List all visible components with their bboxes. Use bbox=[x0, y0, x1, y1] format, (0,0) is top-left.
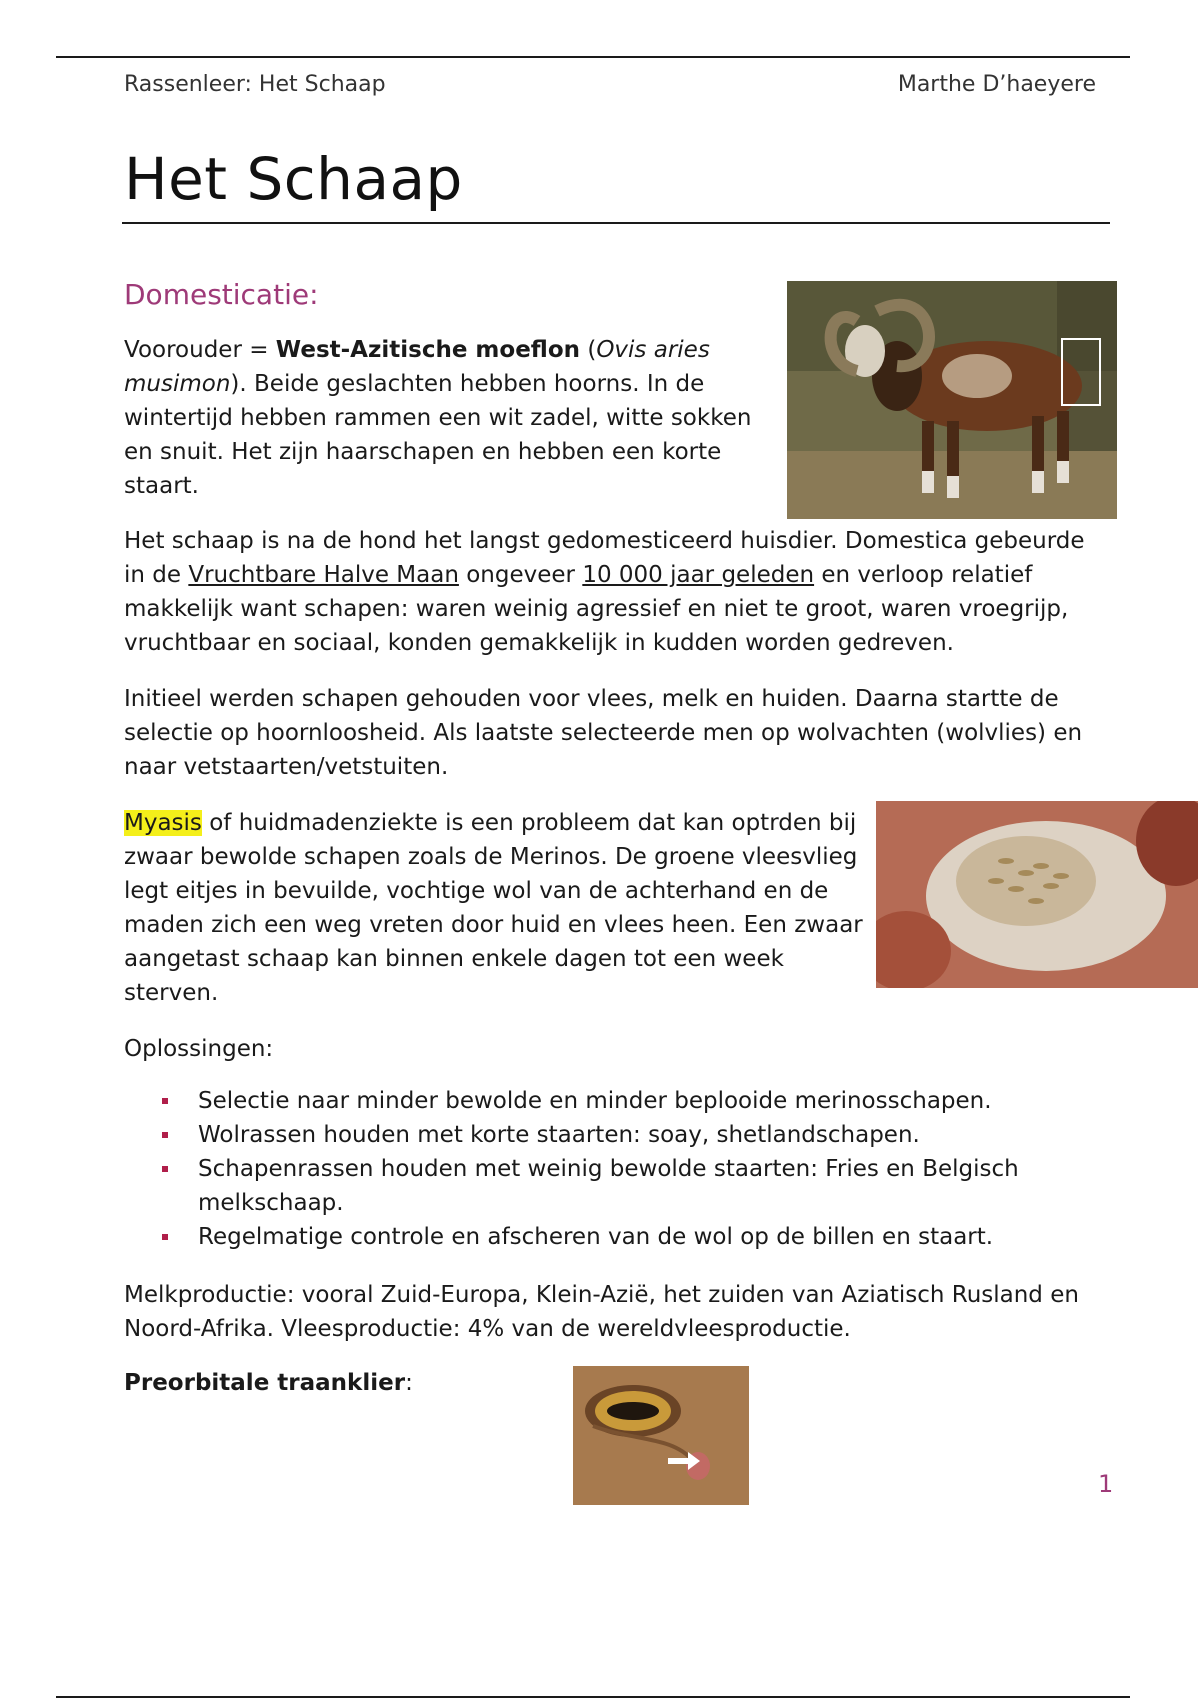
history-text-c: en verloop relatief makkelijk want schapen: waren weinig agressief en niet te groot, waren vroegrijp, vruchtbaar en sociaal, konden gemakkelijk in kudden worden gedreven. bbox=[124, 562, 1069, 656]
myiasis-illustration bbox=[876, 801, 1198, 988]
ancestor-latin-name: Ovis aries musimon bbox=[124, 337, 710, 397]
mouflon-photo bbox=[787, 281, 1117, 519]
myiasis-description: of huidmadenziekte is een probleem dat kan optrden bij zwaar bewolde schapen zoals de Merinos. De groene vleesvlieg legt eitjes in bevuilde, vochtige wol van de achterhand en de maden zich een weg vreten door huid en vlees heen. Een zwaar aangetast schaap kan binnen enkele dagen tot een week sterven. bbox=[124, 810, 863, 1006]
ancestor-prefix: Voorouder = bbox=[124, 337, 276, 363]
paragraph-selection: Initieel werden schapen gehouden voor vlees, melk en huiden. Daarna startte de selectie op hoornloosheid. Als laatste selecteerde men op wolvachten (wolvlies) en naar vetstaarten/vetstuiten. bbox=[124, 686, 1083, 780]
solutions-list bbox=[160, 1084, 1080, 1254]
sheep-eye-photo bbox=[573, 1366, 749, 1505]
sheep-eye-illustration bbox=[573, 1366, 749, 1505]
title-underline bbox=[122, 222, 1110, 224]
list-item bbox=[160, 1220, 1080, 1254]
top-rule bbox=[56, 56, 1130, 58]
section-heading-domesticatie: Domesticatie: bbox=[124, 278, 319, 311]
paragraph-ancestor bbox=[124, 333, 764, 503]
header-author: Marthe D’haeyere bbox=[897, 72, 1096, 97]
bullet-marker bbox=[162, 1098, 168, 1104]
paragraph-production: Melkproductie: vooral Zuid-Europa, Klein-Azië, het zuiden van Aziatisch Rusland en Noord-Afrika. Vleesproductie: 4% van de wereldvleesproductie. bbox=[124, 1282, 1079, 1342]
bullet-marker bbox=[162, 1132, 168, 1138]
preorbital-colon: : bbox=[405, 1370, 413, 1396]
ancestor-description: ). Beide geslachten hebben hoorns. In de wintertijd hebben rammen een wit zadel, witte sokken en snuit. Het zijn haarschapen en hebben een korte staart. bbox=[124, 371, 752, 499]
list-item bbox=[160, 1118, 1080, 1152]
solution-text: Wolrassen houden met korte staarten: soay, shetlandschapen. bbox=[198, 1122, 920, 1148]
paragraph-domestication-history bbox=[124, 524, 1104, 660]
solutions-label: Oplossingen: bbox=[124, 1036, 274, 1062]
bullet-marker bbox=[162, 1166, 168, 1172]
solution-text: Schapenrassen houden met weinig bewolde staarten: Fries en Belgisch melkschaap. bbox=[198, 1156, 1019, 1216]
solution-text: Selectie naar minder bewolde en minder beplooide merinosschapen. bbox=[198, 1088, 992, 1114]
bottom-rule bbox=[56, 1696, 1130, 1698]
bullet-marker bbox=[162, 1234, 168, 1240]
domestication-date: 10 000 jaar geleden bbox=[582, 562, 815, 588]
myiasis-term-highlight: Myasis bbox=[124, 810, 202, 836]
page-title: Het Schaap bbox=[124, 145, 463, 213]
ancestor-name: West-Azitische moeflon bbox=[275, 337, 581, 363]
list-item bbox=[160, 1084, 1080, 1118]
preorbital-gland-term: Preorbitale traanklier bbox=[124, 1370, 406, 1396]
page-number: 1 bbox=[1098, 1470, 1114, 1498]
myiasis-photo bbox=[876, 801, 1198, 988]
paragraph-myiasis bbox=[124, 806, 864, 1010]
ancestor-paren: ( bbox=[580, 337, 597, 363]
preorbital-gland-label bbox=[124, 1366, 524, 1400]
mouflon-illustration bbox=[787, 281, 1117, 519]
list-item bbox=[160, 1152, 1080, 1220]
fertile-crescent-term: Vruchtbare Halve Maan bbox=[188, 562, 459, 588]
solution-text: Regelmatige controle en afscheren van de wol op de billen en staart. bbox=[198, 1224, 994, 1250]
header-course-title: Rassenleer: Het Schaap bbox=[124, 72, 386, 97]
history-text-b: ongeveer bbox=[458, 562, 583, 588]
history-text-a: Het schaap is na de hond het langst gedomesticeerd huisdier. Domestica gebeurde in de bbox=[124, 528, 1085, 588]
